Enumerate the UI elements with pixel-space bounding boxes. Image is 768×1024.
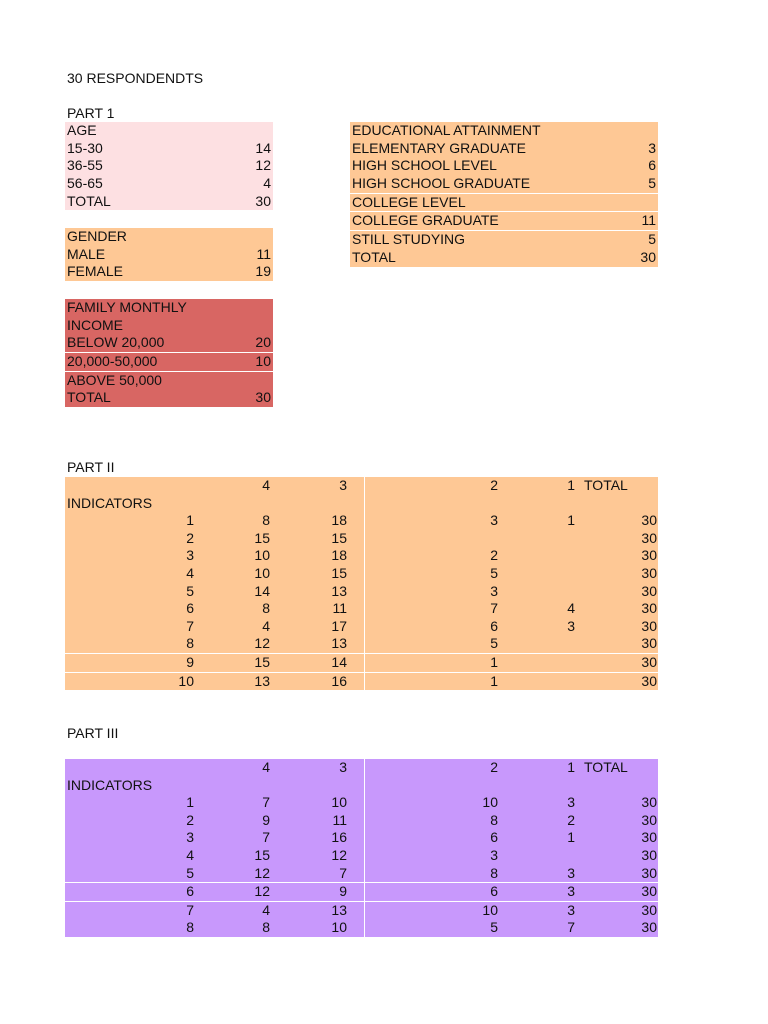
row-total: 30 [641,672,657,689]
table-row [65,672,658,691]
cell-value: 12 [254,864,270,881]
cell-value: 16 [331,829,347,846]
income-table [65,299,273,407]
age-label: TOTAL [67,192,111,209]
indicator-number: 6 [186,600,194,617]
education-label: HIGH SCHOOL GRADUATE [352,175,531,192]
row-total: 30 [641,883,657,900]
gender-label: MALE [67,245,106,262]
table-row [65,901,658,920]
table-row [65,512,658,530]
education-value: 30 [640,248,656,265]
indicator-number: 3 [186,547,194,564]
table-row [65,847,658,865]
age-label: 15-30 [67,139,103,156]
gender-label: FEMALE [67,263,124,280]
indicator-number: 9 [186,653,194,670]
cell-value: 6 [490,883,498,900]
cell-value: 11 [332,811,347,828]
cell-value: 8 [490,864,498,881]
cell-value: 15 [254,846,270,863]
respondents-label: 30 RESPONDENDTS [67,70,204,86]
education-table [350,122,658,267]
row-total: 30 [641,600,657,617]
cell-value: 10 [482,901,498,918]
education-label: COLLEGE GRADUATE [352,212,499,229]
table-row [65,618,658,636]
cell-value: 15 [254,529,270,546]
cell-value: 2 [490,547,498,564]
row-total: 30 [641,635,657,652]
cell-value: 5 [490,919,498,936]
cell-value: 8 [262,919,270,936]
cell-value: 3 [567,883,575,900]
cell-value: 11 [332,600,347,617]
table-row [65,530,658,548]
row-total: 30 [641,529,657,546]
cell-value: 7 [339,864,347,881]
indicator-number: 8 [186,635,194,652]
cell-value: 7 [262,794,270,811]
cell-value: 10 [254,547,270,564]
cell-value: 3 [567,794,575,811]
education-label: STILL STUDYING [352,231,466,248]
cell-value: 10 [254,564,270,581]
education-value: 3 [648,139,656,156]
part1-label: PART 1 [67,105,115,121]
part2-table [65,477,658,690]
table-row [65,829,658,847]
row-total: 30 [641,617,657,634]
indicator-number: 6 [186,883,194,900]
age-label: 36-55 [67,157,103,174]
age-value: 30 [255,192,271,209]
cell-value: 4 [262,901,270,918]
indicator-number: 10 [178,672,194,689]
indicator-number: 4 [186,846,194,863]
cell-value: 18 [331,547,347,564]
cell-value: 6 [490,617,498,634]
row-total: 30 [641,564,657,581]
cell-value: 10 [331,919,347,936]
cell-value: 3 [490,512,498,529]
cell-value: 12 [254,635,270,652]
income-label: ABOVE 50,000 [67,371,162,388]
part3-title: PART III [67,725,119,741]
table-row [65,635,658,653]
row-total: 30 [641,794,657,811]
income-value: 20 [255,334,271,351]
indicators-label: INDICATORS [67,494,153,511]
cell-value: 7 [490,600,498,617]
row-total: 30 [641,829,657,846]
age-table [65,122,273,210]
table-row [65,812,658,830]
income-title-line1: FAMILY MONTHLY [67,299,187,315]
education-value: 11 [641,212,656,229]
cell-value: 13 [254,672,270,689]
indicators-row [65,495,658,513]
indicator-number: 7 [186,617,194,634]
gender-table [65,228,273,281]
indicator-number: 3 [186,829,194,846]
income-value: 30 [255,389,271,406]
cell-value: 5 [490,635,498,652]
table-row [65,583,658,601]
age-value: 4 [263,175,271,192]
rating-header: 1 [567,759,575,775]
row-total: 30 [641,919,657,936]
gender-value: 11 [256,245,271,262]
cell-value: 15 [331,529,347,546]
education-label: HIGH SCHOOL LEVEL [352,157,497,174]
cell-value: 7 [567,919,575,936]
rating-header: 3 [339,759,347,775]
cell-value: 3 [567,864,575,881]
rating-header: 4 [262,759,270,775]
part3-table [65,759,658,937]
table-row [65,919,658,937]
education-title: EDUCATIONAL ATTAINMENT [352,122,541,138]
cell-value: 3 [567,901,575,918]
cell-value: 3 [490,846,498,863]
education-label: ELEMENTARY GRADUATE [352,139,527,156]
table-row [65,865,658,883]
cell-value: 7 [262,829,270,846]
gender-value: 19 [255,263,271,280]
indicators-row [65,777,658,795]
table-row [65,565,658,583]
age-label: 56-65 [67,175,103,192]
cell-value: 14 [254,582,270,599]
cell-value: 1 [490,653,498,670]
education-value: 6 [648,157,656,174]
cell-value: 10 [482,794,498,811]
indicator-number: 8 [186,919,194,936]
table-row [65,653,658,672]
cell-value: 10 [331,794,347,811]
cell-value: 6 [490,829,498,846]
indicator-number: 2 [186,529,194,546]
cell-value: 15 [254,653,270,670]
indicators-label: INDICATORS [67,776,153,793]
cell-value: 13 [331,901,347,918]
cell-value: 12 [254,883,270,900]
indicator-number: 1 [186,794,194,811]
total-header: TOTAL [584,759,628,775]
cell-value: 2 [567,811,575,828]
cell-value: 18 [331,512,347,529]
cell-value: 9 [339,883,347,900]
indicator-number: 1 [186,512,194,529]
table-row [65,794,658,812]
income-label: TOTAL [67,389,111,406]
education-label: COLLEGE LEVEL [352,193,466,210]
cell-value: 1 [567,512,575,529]
row-total: 30 [641,864,657,881]
education-value: 5 [648,231,656,248]
gender-title: GENDER [67,228,127,244]
part2-title: PART II [67,459,115,475]
table-row [65,882,658,901]
cell-value: 1 [567,829,575,846]
total-header: TOTAL [584,477,628,493]
cell-value: 9 [262,811,270,828]
row-total: 30 [641,512,657,529]
cell-value: 15 [331,564,347,581]
rating-header: 3 [339,477,347,493]
cell-value: 8 [262,512,270,529]
education-value: 5 [648,175,656,192]
education-label: TOTAL [352,248,396,265]
cell-value: 4 [567,600,575,617]
income-label: 20,000-50,000 [67,353,158,370]
header-row [65,759,658,777]
table-row [65,547,658,565]
age-value: 14 [255,139,271,156]
cell-value: 5 [490,564,498,581]
age-title: AGE [67,122,97,138]
table-row [65,600,658,618]
header-row [65,477,658,495]
cell-value: 16 [331,672,347,689]
cell-value: 17 [331,617,347,634]
rating-header: 2 [490,759,498,775]
indicator-number: 5 [186,864,194,881]
row-total: 30 [641,547,657,564]
cell-value: 1 [490,672,498,689]
cell-value: 3 [490,582,498,599]
indicator-number: 7 [186,901,194,918]
cell-value: 3 [567,617,575,634]
row-total: 30 [641,653,657,670]
rating-header: 4 [262,477,270,493]
indicator-number: 2 [186,811,194,828]
income-title-line2: INCOME [67,316,123,333]
rating-header: 2 [490,477,498,493]
income-value: 10 [255,353,271,370]
cell-value: 8 [490,811,498,828]
cell-value: 13 [331,635,347,652]
cell-value: 8 [262,600,270,617]
row-total: 30 [641,846,657,863]
age-value: 12 [255,157,271,174]
income-label: BELOW 20,000 [67,334,165,351]
row-total: 30 [641,811,657,828]
cell-value: 12 [331,846,347,863]
row-total: 30 [641,582,657,599]
row-total: 30 [641,901,657,918]
indicator-number: 5 [186,582,194,599]
indicator-number: 4 [186,564,194,581]
cell-value: 14 [331,653,347,670]
cell-value: 13 [331,582,347,599]
cell-value: 4 [262,617,270,634]
rating-header: 1 [567,477,575,493]
